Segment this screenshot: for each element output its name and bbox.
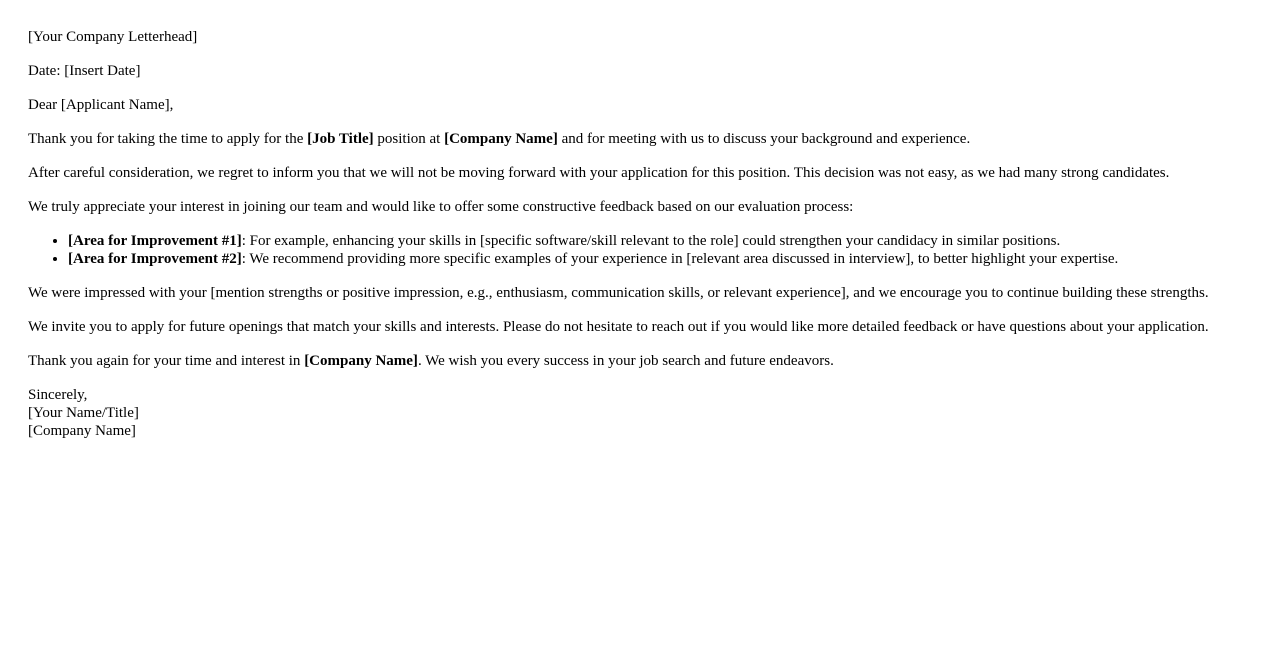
job-title-placeholder: [Job Title] [307, 131, 374, 147]
letter-date: Date: [Insert Date] [28, 63, 141, 79]
intro-text-1: Thank you for taking the time to apply for the [28, 131, 308, 147]
signer-company: [Company Name] [28, 423, 136, 439]
feedback-item-2 [68, 250, 1263, 268]
feedback-item-label: [Area for Improvement #2] [68, 251, 242, 267]
invitation-paragraph: We invite you to apply for future openings that match your skills and interests. Please do not hesitate to reach out if you would like more detailed feedback or have questions about your application. [28, 319, 1209, 335]
decision-paragraph: After careful consideration, we regret to inform you that we will not be moving forward with your application for this position. This decision was not easy, as we had many strong candidates. [28, 165, 1170, 181]
thanks-text-1: Thank you again for your time and interest in [28, 353, 305, 369]
salutation: Dear [Applicant Name], [28, 97, 174, 113]
company-name-placeholder: [Company Name] [444, 131, 558, 147]
thanks-paragraph [28, 352, 1263, 370]
letter-body [28, 28, 1263, 440]
thanks-text-2: . We wish you every success in your job search and future endeavors. [417, 353, 834, 369]
feedback-item-label: [Area for Improvement #1] [68, 233, 242, 249]
strengths-paragraph: We were impressed with your [mention strengths or positive impression, e.g., enthusiasm, communication skills, or relevant experience], and we encourage you to continue building these strengths. [28, 285, 1209, 301]
intro-text-2: position at [373, 131, 445, 147]
feedback-intro-paragraph: We truly appreciate your interest in joining our team and would like to offer some constructive feedback based on our evaluation process: [28, 199, 854, 215]
letterhead: [Your Company Letterhead] [28, 29, 198, 45]
closing-block [28, 386, 1263, 440]
feedback-item-text: : We recommend providing more specific examples of your experience in [relevant area discussed in interview], to better highlight your expertise. [241, 251, 1119, 267]
intro-paragraph [28, 130, 1263, 148]
sign-off: Sincerely, [28, 387, 88, 403]
intro-text-3: and for meeting with us to discuss your background and experience. [557, 131, 971, 147]
feedback-item-text: : For example, enhancing your skills in [specific software/skill relevant to the role] could strengthen your candidacy in similar positions. [241, 233, 1061, 249]
company-name-placeholder: [Company Name] [304, 353, 418, 369]
signer-name-title: [Your Name/Title] [28, 405, 139, 421]
feedback-list [28, 232, 1263, 268]
feedback-item-1 [68, 232, 1263, 250]
